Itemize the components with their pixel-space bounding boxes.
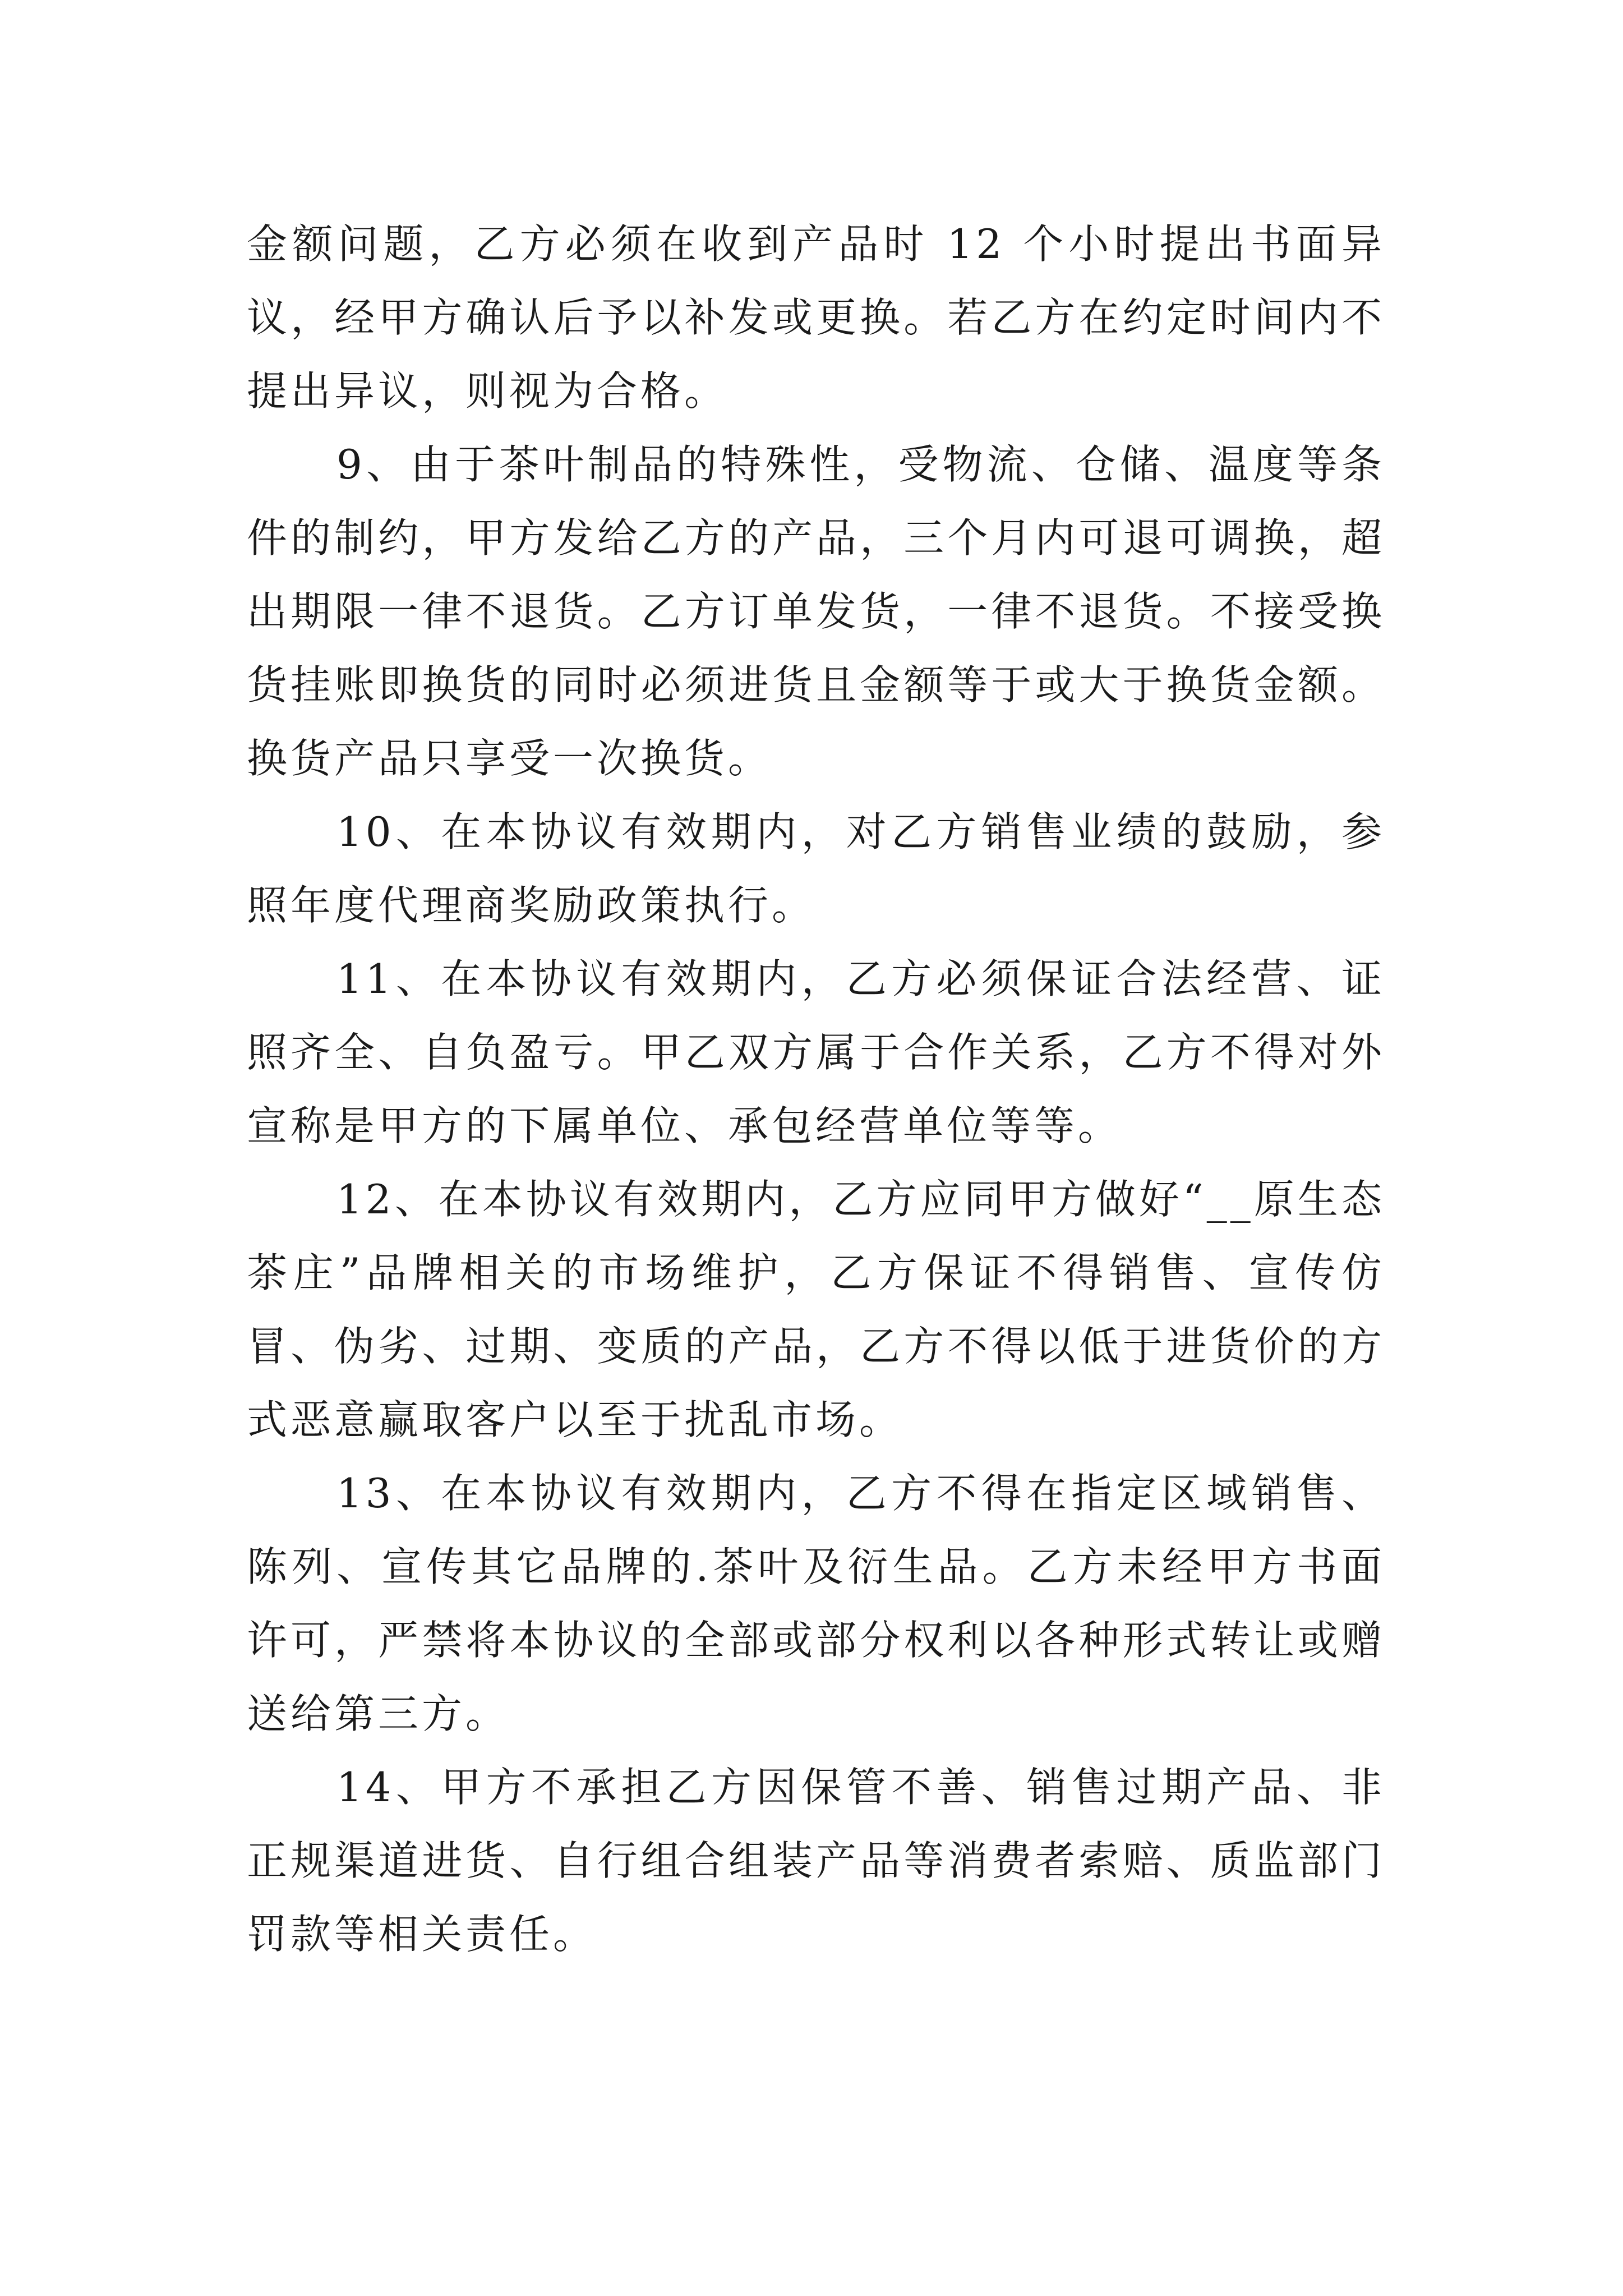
paragraph-clause-11: 11、在本协议有效期内，乙方必须保证合法经营、证照齐全、自负盈亏。甲乙双方属于合作关系，乙方不得对外宣称是甲方的下属单位、承包经营单位等等。	[247, 955, 1385, 1149]
paragraph-clause-12: 12、在本协议有效期内，乙方应同甲方做好“__原生态茶庄”品牌相关的市场维护，乙方保证不得销售、宣传仿冒、伪劣、过期、变质的产品，乙方不得以低于进货价的方式恶意赢取客户以至于扰乱市场。	[247, 1176, 1385, 1443]
paragraph-clause-14: 14、甲方不承担乙方因保管不善、销售过期产品、非正规渠道进货、自行组合组装产品等消费者索赔、质监部门罚款等相关责任。	[247, 1764, 1385, 1958]
paragraph-clause-9: 9、由于茶叶制品的特殊性，受物流、仓储、温度等条件的制约，甲方发给乙方的产品，三个月内可退可调换，超出期限一律不退货。乙方订单发货，一律不退货。不接受换货挂账即换货的同时必须进货且金额等于或大于换货金额。换货产品只享受一次换货。	[247, 441, 1385, 782]
paragraph-clause-10: 10、在本协议有效期内，对乙方销售业绩的鼓励，参照年度代理商奖励政策执行。	[247, 808, 1385, 929]
paragraph-clause-13: 13、在本协议有效期内，乙方不得在指定区域销售、陈列、宣传其它品牌的.茶叶及衍生品。乙方未经甲方书面许可，严禁将本协议的全部或部分权利以各种形式转让或赠送给第三方。	[247, 1470, 1385, 1737]
paragraph-continuation: 金额问题，乙方必须在收到产品时 12 个小时提出书面异议，经甲方确认后予以补发或更换。若乙方在约定时间内不提出异议，则视为合格。	[247, 220, 1385, 415]
document-body	[247, 208, 1385, 1971]
